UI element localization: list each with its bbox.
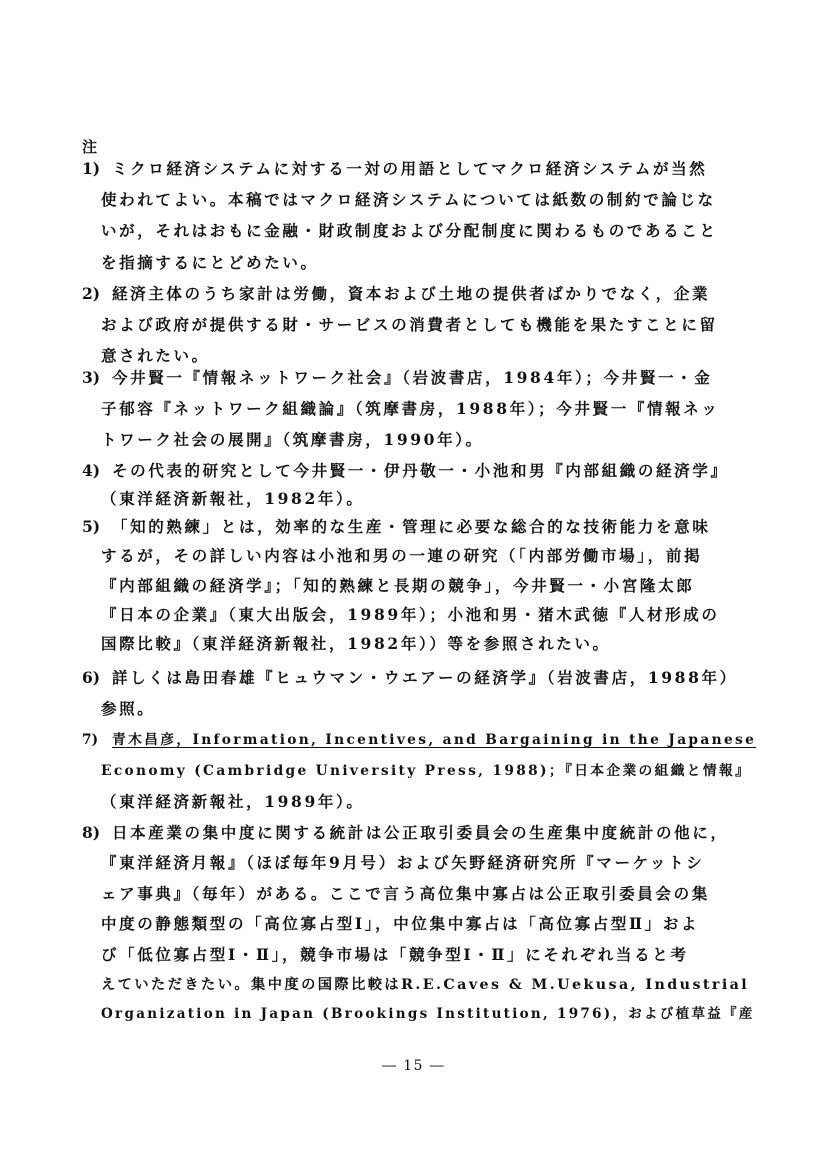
note-line: および政府が提供する財・サービスの消費者としても機能を果たすことに留 — [101, 315, 718, 334]
note-number: 4) — [82, 461, 101, 480]
note-number: 8) — [82, 823, 101, 842]
note-line: 『日本の企業』（東大出版会，1989年）；小池和男・猪木武徳『人材形成の — [101, 605, 720, 624]
note-line: トワーク社会の展開』（筑摩書房，1990年）。 — [101, 430, 484, 449]
note-4 — [82, 460, 729, 482]
note-line: えていただきたい。集中度の国際比較はR.E.Caves & M.Uekusa, Industrial — [101, 977, 750, 993]
note-1 — [82, 158, 707, 180]
note-8 — [82, 822, 729, 844]
note-line: 参照。 — [101, 699, 156, 718]
note-5 — [82, 516, 710, 538]
note-line: を指摘するにとどめたい。 — [101, 253, 319, 272]
note-line: 経済主体のうち家計は労働，資本および土地の提供者ばかりでなく，企業 — [112, 284, 711, 303]
note-number: 3) — [82, 368, 101, 387]
note-number: 5) — [82, 517, 101, 536]
notes-heading: 注 — [82, 138, 98, 156]
note-2 — [82, 283, 710, 305]
note-line: （東洋経済新報社，1989年）。 — [101, 792, 365, 811]
note-line: 日本産業の集中度に関する統計は公正取引委員会の生産集中度統計の他に， — [112, 823, 729, 842]
note-line: ェア事典』（毎年）がある。ここで言う高位集中寡占は公正取引委員会の集 — [101, 884, 710, 903]
note-line: 『内部組織の経済学』；「知的熟練と長期の競争」，今井賢一・小宮隆太郎 — [101, 576, 695, 595]
note-line: Organization in Japan (Brookings Institution, 1976)，および植草益『産 — [101, 1006, 755, 1022]
note-line: び「低位寡占型Ⅰ・Ⅱ」，競争市場は「競争型Ⅰ・Ⅱ」にそれぞれ当ると考 — [101, 945, 689, 964]
note-7 — [82, 729, 756, 751]
note-line: 詳しくは島田春雄『ヒュウマン・ウエアーの経済学』（岩波書店，1988年） — [112, 668, 738, 687]
note-line: 子郁容『ネットワーク組織論』（筑摩書房，1988年）；今井賢一『情報ネッ — [101, 399, 720, 418]
note-line: 「知的熟練」とは，効率的な生産・管理に必要な総合的な技術能力を意味 — [112, 517, 711, 536]
note-line: 意されたい。 — [101, 346, 210, 365]
note-line: 国際比較』（東洋経済新報社，1982年））等を参照されたい。 — [101, 634, 611, 653]
note-number: 7) — [82, 732, 99, 748]
note-3 — [82, 367, 712, 389]
note-line: 今井賢一『情報ネットワーク社会』（岩波書店，1984年）；今井賢一・金 — [112, 368, 713, 387]
note-line: するが，その詳しい内容は小池和男の一連の研究（「内部労働市場」，前掲 — [101, 546, 703, 565]
note-number: 1) — [82, 159, 101, 178]
note-line: 青木昌彦，Information, Incentives, and Bargaining in the Japanese — [112, 732, 757, 748]
note-line: 『東洋経済月報』（ほぼ毎年9月号）および矢野経済研究所『マーケットシ — [101, 853, 705, 872]
page-number: ― 15 ― — [381, 1058, 446, 1074]
note-line: Economy (Cambridge University Press, 1988)；『日本企業の組織と情報』 — [101, 763, 752, 779]
note-number: 6) — [82, 668, 101, 687]
note-line: 使われてよい。本稿ではマクロ経済システムについては紙数の制約で論じな — [101, 190, 716, 209]
note-line: ミクロ経済システムに対する一対の用語としてマクロ経済システムが当然 — [112, 159, 708, 178]
note-line: 中度の静態類型の「高位寡占型Ⅰ」，中位集中寡占は「高位寡占型Ⅱ」およ — [101, 914, 700, 933]
note-line: （東洋経済新報社，1982年）。 — [101, 489, 365, 508]
note-number: 2) — [82, 284, 101, 303]
note-6 — [82, 667, 738, 689]
note-line: その代表的研究として今井賢一・伊丹敬一・小池和男『内部組織の経済学』 — [112, 461, 729, 480]
note-line: いが，それはおもに金融・財政制度および分配制度に関わるものであること — [101, 221, 718, 240]
